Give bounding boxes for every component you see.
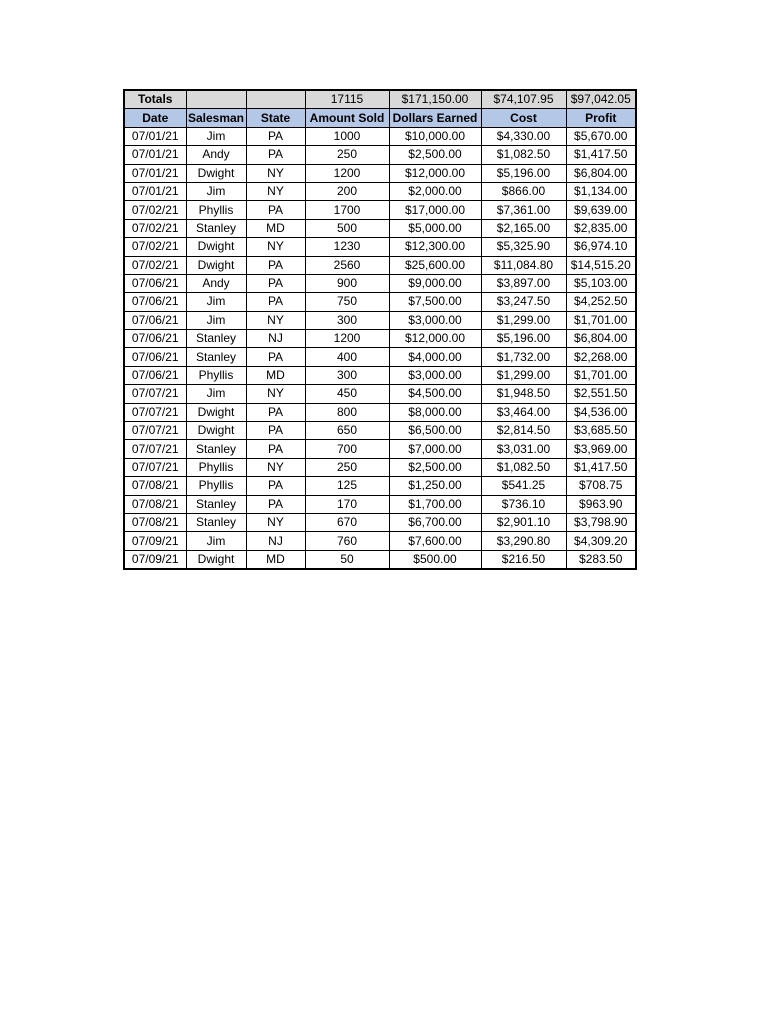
header-state-cell: State [246, 109, 305, 127]
date-cell: 07/06/21 [124, 293, 186, 311]
amount-sold-cell: 500 [305, 219, 389, 237]
dollars-earned-cell: $12,000.00 [389, 164, 481, 182]
state-cell: PA [246, 495, 305, 513]
state-cell: NY [246, 238, 305, 256]
cost-cell: $7,361.00 [481, 201, 566, 219]
state-cell: NY [246, 385, 305, 403]
table-row [124, 201, 636, 219]
profit-cell: $5,103.00 [566, 274, 636, 292]
state-cell: NJ [246, 330, 305, 348]
profit-cell: $6,804.00 [566, 164, 636, 182]
table-row [124, 458, 636, 476]
cost-cell: $2,165.00 [481, 219, 566, 237]
table-row [124, 403, 636, 421]
table-row [124, 532, 636, 550]
table-row [124, 146, 636, 164]
totals-dollars-earned-cell: $171,150.00 [389, 90, 481, 109]
profit-cell: $14,515.20 [566, 256, 636, 274]
cost-cell: $1,082.50 [481, 146, 566, 164]
profit-cell: $2,835.00 [566, 219, 636, 237]
cost-cell: $216.50 [481, 550, 566, 569]
cost-cell: $5,325.90 [481, 238, 566, 256]
totals-profit-cell: $97,042.05 [566, 90, 636, 109]
profit-cell: $283.50 [566, 550, 636, 569]
date-cell: 07/01/21 [124, 146, 186, 164]
amount-sold-cell: 670 [305, 513, 389, 531]
amount-sold-cell: 1230 [305, 238, 389, 256]
profit-cell: $1,417.50 [566, 458, 636, 476]
amount-sold-cell: 1000 [305, 127, 389, 145]
table-row [124, 348, 636, 366]
dollars-earned-cell: $7,500.00 [389, 293, 481, 311]
table-row [124, 440, 636, 458]
state-cell: NY [246, 164, 305, 182]
table-row [124, 274, 636, 292]
dollars-earned-cell: $4,500.00 [389, 385, 481, 403]
state-cell: NY [246, 182, 305, 200]
dollars-earned-cell: $12,300.00 [389, 238, 481, 256]
table-row [124, 422, 636, 440]
salesman-cell: Jim [186, 127, 246, 145]
state-cell: PA [246, 440, 305, 458]
totals-row [124, 90, 636, 109]
dollars-earned-cell: $1,700.00 [389, 495, 481, 513]
profit-cell: $6,974.10 [566, 238, 636, 256]
state-cell: PA [246, 146, 305, 164]
amount-sold-cell: 300 [305, 366, 389, 384]
cost-cell: $5,196.00 [481, 164, 566, 182]
date-cell: 07/07/21 [124, 458, 186, 476]
dollars-earned-cell: $500.00 [389, 550, 481, 569]
table-row [124, 366, 636, 384]
amount-sold-cell: 125 [305, 477, 389, 495]
state-cell: NY [246, 311, 305, 329]
dollars-earned-cell: $1,250.00 [389, 477, 481, 495]
table-row [124, 330, 636, 348]
header-row [124, 109, 636, 127]
salesman-cell: Stanley [186, 440, 246, 458]
profit-cell: $4,536.00 [566, 403, 636, 421]
cost-cell: $3,247.50 [481, 293, 566, 311]
date-cell: 07/09/21 [124, 532, 186, 550]
date-cell: 07/06/21 [124, 366, 186, 384]
salesman-cell: Jim [186, 182, 246, 200]
amount-sold-cell: 1200 [305, 164, 389, 182]
amount-sold-cell: 200 [305, 182, 389, 200]
table-row [124, 550, 636, 569]
date-cell: 07/07/21 [124, 385, 186, 403]
header-amount-sold-cell: Amount Sold [305, 109, 389, 127]
cost-cell: $1,082.50 [481, 458, 566, 476]
amount-sold-cell: 170 [305, 495, 389, 513]
salesman-cell: Jim [186, 293, 246, 311]
salesman-cell: Dwight [186, 238, 246, 256]
profit-cell: $1,417.50 [566, 146, 636, 164]
salesman-cell: Phyllis [186, 477, 246, 495]
amount-sold-cell: 50 [305, 550, 389, 569]
profit-cell: $4,309.20 [566, 532, 636, 550]
dollars-earned-cell: $4,000.00 [389, 348, 481, 366]
dollars-earned-cell: $25,600.00 [389, 256, 481, 274]
salesman-cell: Jim [186, 385, 246, 403]
cost-cell: $2,901.10 [481, 513, 566, 531]
state-cell: PA [246, 293, 305, 311]
state-cell: NJ [246, 532, 305, 550]
table-row [124, 127, 636, 145]
amount-sold-cell: 450 [305, 385, 389, 403]
profit-cell: $2,268.00 [566, 348, 636, 366]
dollars-earned-cell: $7,600.00 [389, 532, 481, 550]
date-cell: 07/06/21 [124, 274, 186, 292]
date-cell: 07/08/21 [124, 477, 186, 495]
date-cell: 07/02/21 [124, 256, 186, 274]
profit-cell: $4,252.50 [566, 293, 636, 311]
profit-cell: $6,804.00 [566, 330, 636, 348]
table-row [124, 495, 636, 513]
date-cell: 07/09/21 [124, 550, 186, 569]
date-cell: 07/01/21 [124, 127, 186, 145]
date-cell: 07/07/21 [124, 403, 186, 421]
table-row [124, 477, 636, 495]
dollars-earned-cell: $6,500.00 [389, 422, 481, 440]
cost-cell: $3,290.80 [481, 532, 566, 550]
table-row [124, 219, 636, 237]
date-cell: 07/01/21 [124, 164, 186, 182]
cost-cell: $4,330.00 [481, 127, 566, 145]
cost-cell: $5,196.00 [481, 330, 566, 348]
amount-sold-cell: 1700 [305, 201, 389, 219]
header-cost-cell: Cost [481, 109, 566, 127]
state-cell: PA [246, 201, 305, 219]
date-cell: 07/07/21 [124, 422, 186, 440]
sales-spreadsheet-table [123, 89, 637, 570]
cost-cell: $1,299.00 [481, 311, 566, 329]
amount-sold-cell: 2560 [305, 256, 389, 274]
amount-sold-cell: 700 [305, 440, 389, 458]
salesman-cell: Stanley [186, 330, 246, 348]
table-row [124, 311, 636, 329]
state-cell: PA [246, 477, 305, 495]
cost-cell: $1,732.00 [481, 348, 566, 366]
profit-cell: $2,551.50 [566, 385, 636, 403]
cost-cell: $3,464.00 [481, 403, 566, 421]
salesman-cell: Dwight [186, 164, 246, 182]
profit-cell: $1,701.00 [566, 311, 636, 329]
cost-cell: $866.00 [481, 182, 566, 200]
amount-sold-cell: 1200 [305, 330, 389, 348]
cost-cell: $541.25 [481, 477, 566, 495]
amount-sold-cell: 900 [305, 274, 389, 292]
dollars-earned-cell: $8,000.00 [389, 403, 481, 421]
profit-cell: $9,639.00 [566, 201, 636, 219]
salesman-cell: Andy [186, 274, 246, 292]
cost-cell: $2,814.50 [481, 422, 566, 440]
state-cell: MD [246, 219, 305, 237]
dollars-earned-cell: $5,000.00 [389, 219, 481, 237]
table-row [124, 293, 636, 311]
totals-cost-cell: $74,107.95 [481, 90, 566, 109]
profit-cell: $3,685.50 [566, 422, 636, 440]
salesman-cell: Dwight [186, 422, 246, 440]
amount-sold-cell: 250 [305, 458, 389, 476]
dollars-earned-cell: $17,000.00 [389, 201, 481, 219]
date-cell: 07/08/21 [124, 495, 186, 513]
profit-cell: $1,134.00 [566, 182, 636, 200]
header-date-cell: Date [124, 109, 186, 127]
cost-cell: $11,084.80 [481, 256, 566, 274]
table-row [124, 513, 636, 531]
totals-label-cell: Totals [124, 90, 186, 109]
dollars-earned-cell: $12,000.00 [389, 330, 481, 348]
state-cell: MD [246, 550, 305, 569]
state-cell: NY [246, 458, 305, 476]
cost-cell: $3,031.00 [481, 440, 566, 458]
totals-state-cell [246, 90, 305, 109]
salesman-cell: Dwight [186, 550, 246, 569]
state-cell: PA [246, 403, 305, 421]
date-cell: 07/06/21 [124, 311, 186, 329]
salesman-cell: Stanley [186, 348, 246, 366]
cost-cell: $1,299.00 [481, 366, 566, 384]
profit-cell: $3,798.90 [566, 513, 636, 531]
amount-sold-cell: 800 [305, 403, 389, 421]
amount-sold-cell: 300 [305, 311, 389, 329]
amount-sold-cell: 250 [305, 146, 389, 164]
salesman-cell: Dwight [186, 256, 246, 274]
salesman-cell: Jim [186, 532, 246, 550]
date-cell: 07/02/21 [124, 238, 186, 256]
header-dollars-earned-cell: Dollars Earned [389, 109, 481, 127]
totals-amount-sold-cell: 17115 [305, 90, 389, 109]
profit-cell: $708.75 [566, 477, 636, 495]
dollars-earned-cell: $6,700.00 [389, 513, 481, 531]
header-salesman-cell: Salesman [186, 109, 246, 127]
amount-sold-cell: 650 [305, 422, 389, 440]
date-cell: 07/02/21 [124, 201, 186, 219]
profit-cell: $3,969.00 [566, 440, 636, 458]
date-cell: 07/08/21 [124, 513, 186, 531]
table-body [124, 90, 636, 569]
state-cell: NY [246, 513, 305, 531]
date-cell: 07/06/21 [124, 348, 186, 366]
date-cell: 07/06/21 [124, 330, 186, 348]
dollars-earned-cell: $2,500.00 [389, 458, 481, 476]
state-cell: PA [246, 256, 305, 274]
salesman-cell: Stanley [186, 219, 246, 237]
profit-cell: $1,701.00 [566, 366, 636, 384]
amount-sold-cell: 760 [305, 532, 389, 550]
state-cell: PA [246, 274, 305, 292]
state-cell: PA [246, 127, 305, 145]
salesman-cell: Stanley [186, 495, 246, 513]
salesman-cell: Jim [186, 311, 246, 329]
cost-cell: $1,948.50 [481, 385, 566, 403]
date-cell: 07/07/21 [124, 440, 186, 458]
salesman-cell: Dwight [186, 403, 246, 421]
totals-salesman-cell [186, 90, 246, 109]
dollars-earned-cell: $10,000.00 [389, 127, 481, 145]
amount-sold-cell: 400 [305, 348, 389, 366]
table-row [124, 256, 636, 274]
salesman-cell: Andy [186, 146, 246, 164]
salesman-cell: Phyllis [186, 458, 246, 476]
cost-cell: $3,897.00 [481, 274, 566, 292]
header-profit-cell: Profit [566, 109, 636, 127]
cost-cell: $736.10 [481, 495, 566, 513]
salesman-cell: Phyllis [186, 366, 246, 384]
table-row [124, 385, 636, 403]
state-cell: PA [246, 348, 305, 366]
date-cell: 07/01/21 [124, 182, 186, 200]
dollars-earned-cell: $7,000.00 [389, 440, 481, 458]
salesman-cell: Stanley [186, 513, 246, 531]
amount-sold-cell: 750 [305, 293, 389, 311]
dollars-earned-cell: $3,000.00 [389, 366, 481, 384]
salesman-cell: Phyllis [186, 201, 246, 219]
dollars-earned-cell: $3,000.00 [389, 311, 481, 329]
state-cell: MD [246, 366, 305, 384]
dollars-earned-cell: $9,000.00 [389, 274, 481, 292]
table-row [124, 164, 636, 182]
table-row [124, 238, 636, 256]
state-cell: PA [246, 422, 305, 440]
dollars-earned-cell: $2,500.00 [389, 146, 481, 164]
date-cell: 07/02/21 [124, 219, 186, 237]
dollars-earned-cell: $2,000.00 [389, 182, 481, 200]
profit-cell: $963.90 [566, 495, 636, 513]
table-row [124, 182, 636, 200]
profit-cell: $5,670.00 [566, 127, 636, 145]
